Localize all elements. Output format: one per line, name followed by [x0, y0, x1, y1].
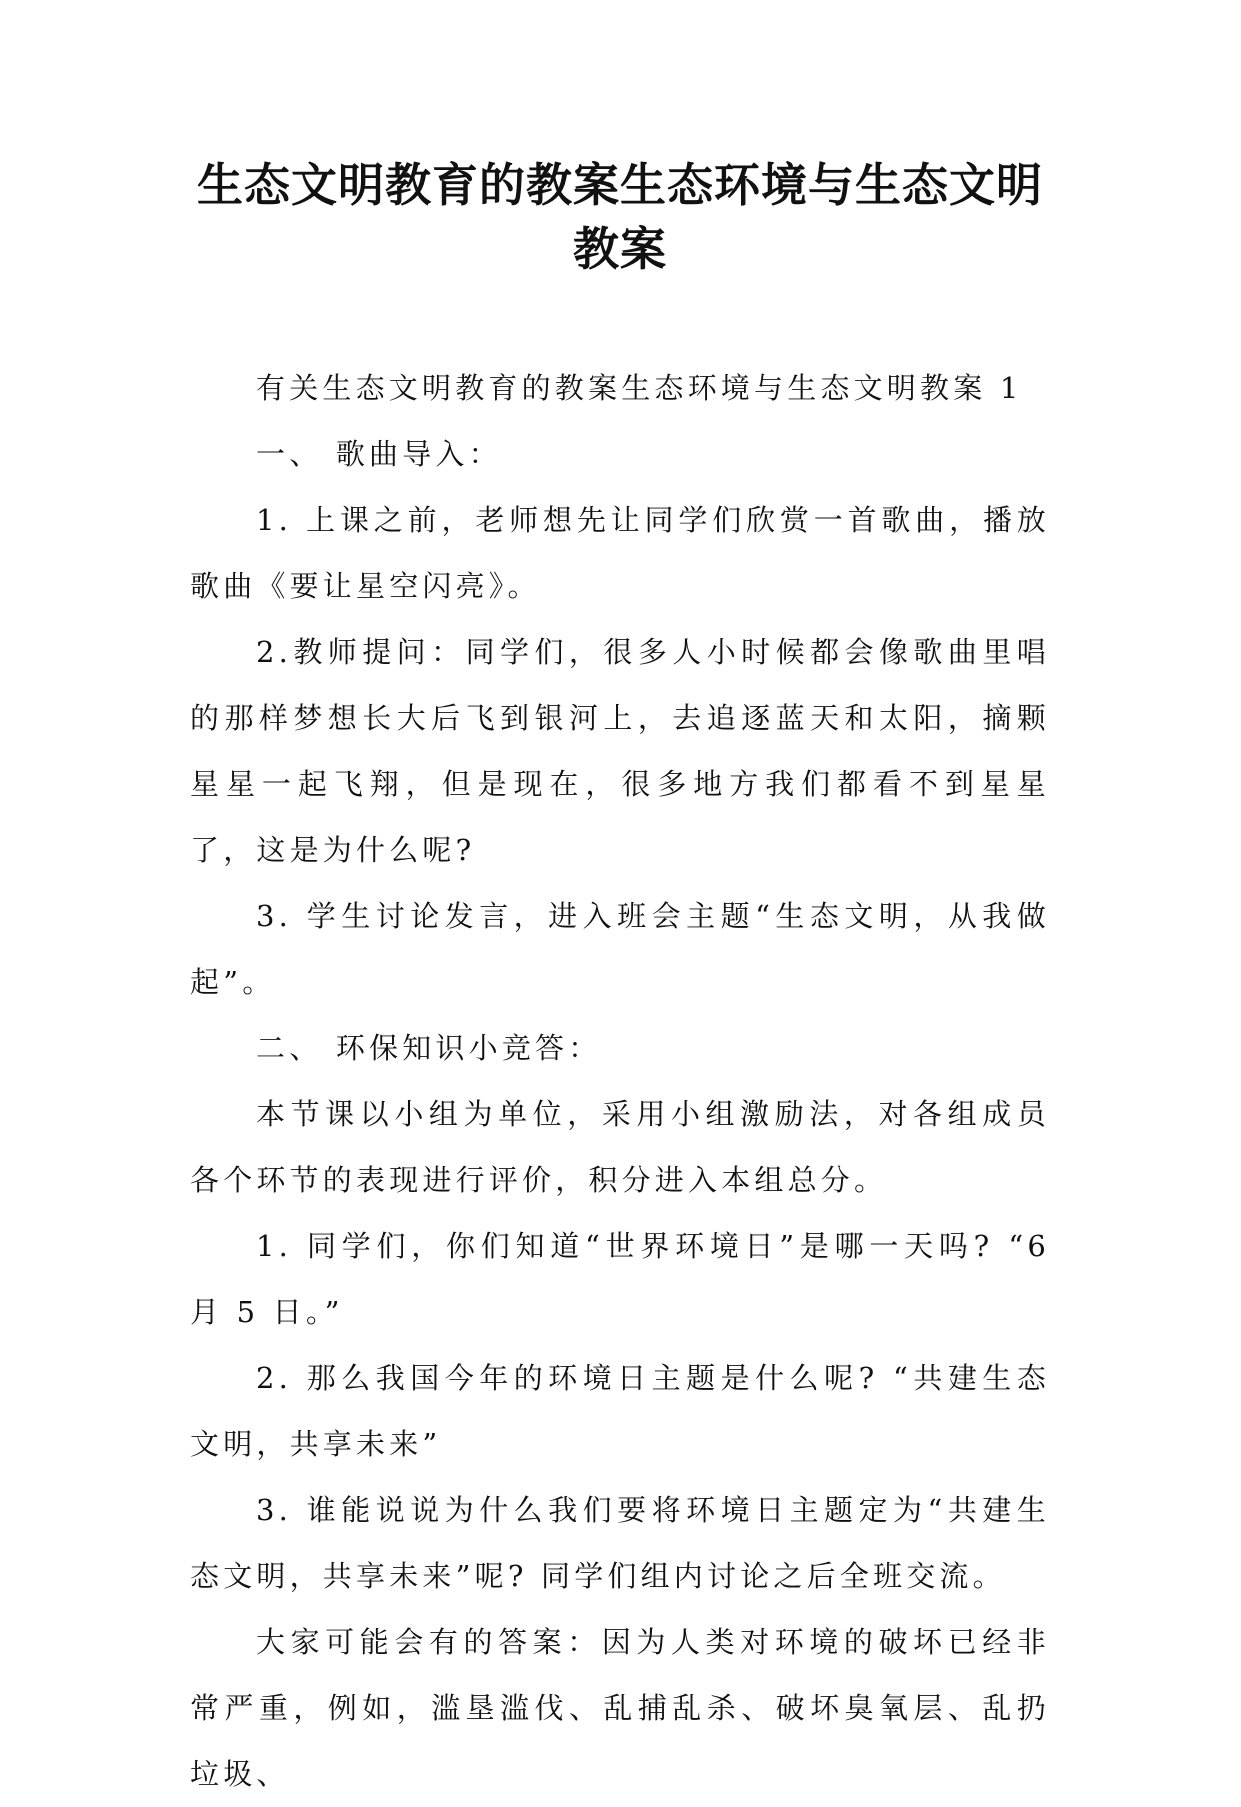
paragraph-item: 3. 学生讨论发言，进入班会主题“生态文明，从我做起”。	[190, 899, 1050, 999]
paragraph-heading-lesson-1: 有关生态文明教育的教案生态环境与生态文明教案 1	[256, 371, 1023, 405]
document-title-line-2: 教案	[573, 222, 667, 276]
paragraph-item: 1. 上课之前，老师想先让同学们欣赏一首歌曲，播放歌曲《要让星空闪亮》。	[190, 503, 1050, 603]
paragraph-item: 2. 那么我国今年的环境日主题是什么呢? “共建生态文明，共享未来”	[190, 1361, 1050, 1461]
section-heading-song-intro: 一、 歌曲导入：	[256, 437, 502, 471]
document-body	[190, 355, 1050, 1807]
paragraph-item: 大家可能会有的答案：因为人类对环境的破坏已经非常严重，例如，滥垦滥伐、乱捕乱杀、破坏臭氧层、乱扔垃圾、	[190, 1625, 1050, 1791]
paragraph-item: 2.教师提问：同学们，很多人小时候都会像歌曲里唱的那样梦想长大后飞到银河上，去追逐蓝天和太阳，摘颗星星一起飞翔，但是现在，很多地方我们都看不到星星了，这是为什么呢?	[190, 635, 1050, 867]
paragraph-item: 1. 同学们，你们知道“世界环境日”是哪一天吗? “6 月 5 日。”	[190, 1229, 1050, 1329]
document-title-line-1: 生态文明教育的教案生态环境与生态文明	[197, 158, 1043, 212]
paragraph-item: 3. 谁能说说为什么我们要将环境日主题定为“共建生态文明，共享未来”呢? 同学们组内讨论之后全班交流。	[190, 1493, 1050, 1593]
section-heading-quiz: 二、 环保知识小竞答：	[256, 1031, 602, 1065]
paragraph-item: 本节课以小组为单位，采用小组激励法，对各组成员各个环节的表现进行评价，积分进入本组总分。	[190, 1097, 1050, 1197]
